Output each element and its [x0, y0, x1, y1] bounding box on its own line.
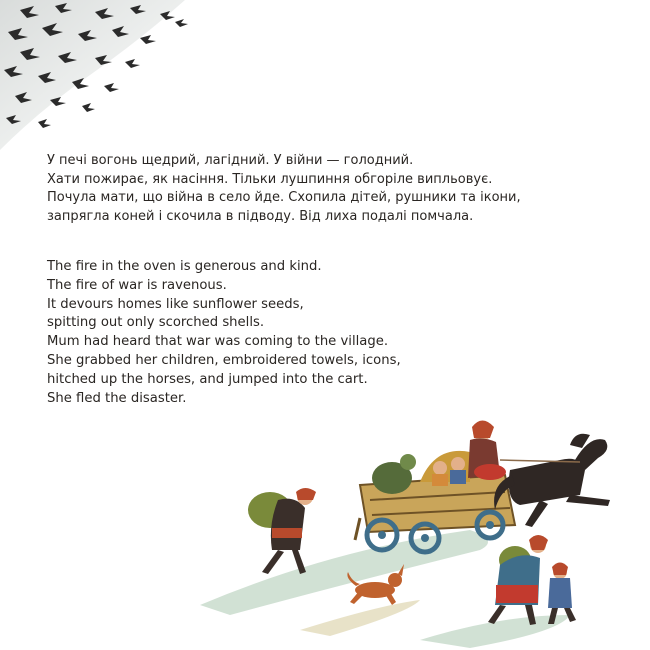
english-text-line: The fire in the oven is generous and kind.: [47, 259, 322, 274]
english-text-line: She grabbed her children, embroidered towels, icons,: [47, 352, 401, 368]
english-text-line: The fire of war is ravenous.: [47, 277, 227, 293]
ukrainian-text-line: запрягла коней і скочила в підводу. Від лиха подалі помчала.: [47, 208, 474, 224]
english-text-line: She fled the disaster.: [47, 390, 187, 406]
cart: [355, 421, 515, 553]
english-text-line: hitched up the horses, and jumped into the cart.: [47, 371, 368, 387]
english-text-block: [47, 258, 607, 408]
ukrainian-text-line: Почула мати, що війна в село йде. Схопила дітей, рушники та ікони,: [47, 190, 521, 206]
english-text-line: spitting out only scorched shells.: [47, 315, 265, 331]
birds-illustration: [0, 0, 200, 160]
fleeing-cart-illustration: [0, 400, 650, 650]
woman-with-sack: [248, 488, 316, 574]
english-text-line: It devours homes like sunflower seeds,: [47, 296, 304, 312]
ukrainian-text-block: [47, 152, 607, 226]
ukrainian-text-line: Хати пожирає, як насіння. Тільки лушпиння обгоріле випльовує.: [47, 171, 493, 187]
ukrainian-text-line: У печі вогонь щедрий, лагідний. У війни — голодний.: [47, 153, 414, 168]
english-text-line: Mum had heard that war was coming to the village.: [47, 334, 389, 350]
woman-and-child: [488, 535, 576, 625]
